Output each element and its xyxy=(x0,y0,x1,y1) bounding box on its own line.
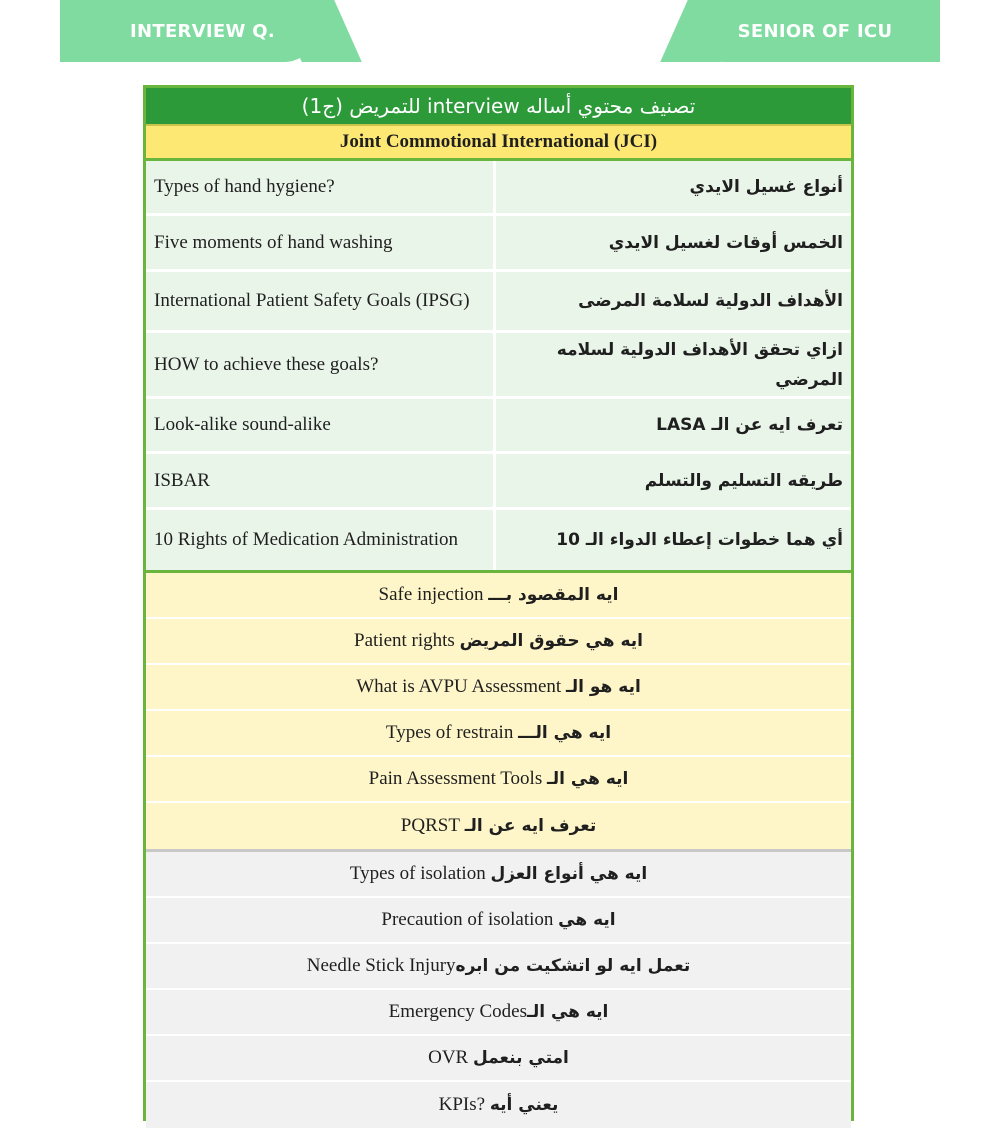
question-en: Types of hand hygiene? xyxy=(146,161,496,213)
senior-icu-tab xyxy=(690,0,940,62)
question-en: KPIs? xyxy=(438,1094,486,1115)
table-row xyxy=(146,573,851,619)
question-ar: أي هما خطوات إعطاء الدواء الـ 10 xyxy=(556,530,843,550)
table-row xyxy=(146,803,851,849)
table-row xyxy=(146,619,851,665)
table-row xyxy=(146,852,851,898)
question-en: ISBAR xyxy=(146,454,496,507)
table-title: تصنيف محتوي أساله interview للتمريض (ج1) xyxy=(146,88,851,126)
table-row xyxy=(146,990,851,1036)
question-ar: امتي بنعمل xyxy=(472,1048,569,1068)
question-ar: أنواع غسيل الايدي xyxy=(689,177,843,197)
question-en: 10 Rights of Medication Administration xyxy=(146,510,496,570)
question-en: HOW to achieve these goals? xyxy=(146,333,496,396)
table-row xyxy=(146,1036,851,1082)
question-ar: يعني أيه xyxy=(489,1095,559,1115)
question-ar: الأهداف الدولية لسلامة المرضى xyxy=(578,291,843,311)
question-en: PQRST xyxy=(400,815,460,836)
table-row xyxy=(146,216,851,272)
question-en: Patient rights xyxy=(354,630,455,651)
question-ar: تعرف ايه عن الـ LASA xyxy=(656,415,843,435)
table-row xyxy=(146,898,851,944)
table-row xyxy=(146,399,851,454)
question-en: Safe injection xyxy=(378,584,484,605)
question-en: Precaution of isolation xyxy=(381,909,554,930)
table-row xyxy=(146,711,851,757)
question-ar: طريقه التسليم والتسلم xyxy=(644,470,843,491)
question-ar: تعمل ايه لو اتشكيت من ابره xyxy=(455,956,691,976)
question-ar: ازاي تحقق الأهداف الدولية لسلامه المرضي xyxy=(556,339,843,390)
question-ar: ايه هي الـــ xyxy=(518,723,612,743)
table-row xyxy=(146,510,851,570)
question-en: Look-alike sound-alike xyxy=(146,399,496,451)
table-row xyxy=(146,272,851,333)
table-row xyxy=(146,333,851,399)
questions-table xyxy=(143,85,854,1121)
interview-tab-label: INTERVIEW Q. xyxy=(130,20,275,42)
question-ar: ايه هي أنواع العزل xyxy=(490,864,648,884)
question-en: Five moments of hand washing xyxy=(146,216,496,269)
question-ar: ايه هي xyxy=(558,910,616,930)
senior-icu-tab-label: SENIOR OF ICU xyxy=(737,20,893,42)
question-en: What is AVPU Assessment xyxy=(356,676,562,697)
table-row xyxy=(146,944,851,990)
question-en: Needle Stick Injury xyxy=(306,955,456,976)
table-row xyxy=(146,161,851,216)
table-row xyxy=(146,757,851,803)
question-en: Types of restrain xyxy=(385,722,514,743)
table-row xyxy=(146,665,851,711)
table-subtitle: Joint Commotional International (JCI) xyxy=(146,126,851,161)
question-en: Types of isolation xyxy=(349,863,486,884)
table-row xyxy=(146,1082,851,1128)
question-en: International Patient Safety Goals (IPSG) xyxy=(146,272,496,330)
jci-section xyxy=(146,161,851,570)
question-en: Emergency Codes xyxy=(388,1001,528,1022)
interview-tab xyxy=(60,0,318,62)
grey-section xyxy=(146,849,851,1128)
question-en: Pain Assessment Tools xyxy=(368,768,543,789)
question-ar: ايه هي حقوق المريض xyxy=(459,631,643,651)
question-ar: ايه المقصود بـــ xyxy=(488,585,619,605)
question-ar: ايه هو الـ xyxy=(565,677,641,697)
question-en: OVR xyxy=(428,1047,469,1068)
table-row xyxy=(146,454,851,510)
question-ar: الخمس أوقات لغسيل الايدي xyxy=(608,232,843,253)
question-ar: تعرف ايه عن الـ xyxy=(464,816,597,836)
yellow-section xyxy=(146,570,851,849)
question-ar: ايه هي الـ xyxy=(546,769,629,789)
question-ar: ايه هي الـ xyxy=(527,1002,609,1022)
